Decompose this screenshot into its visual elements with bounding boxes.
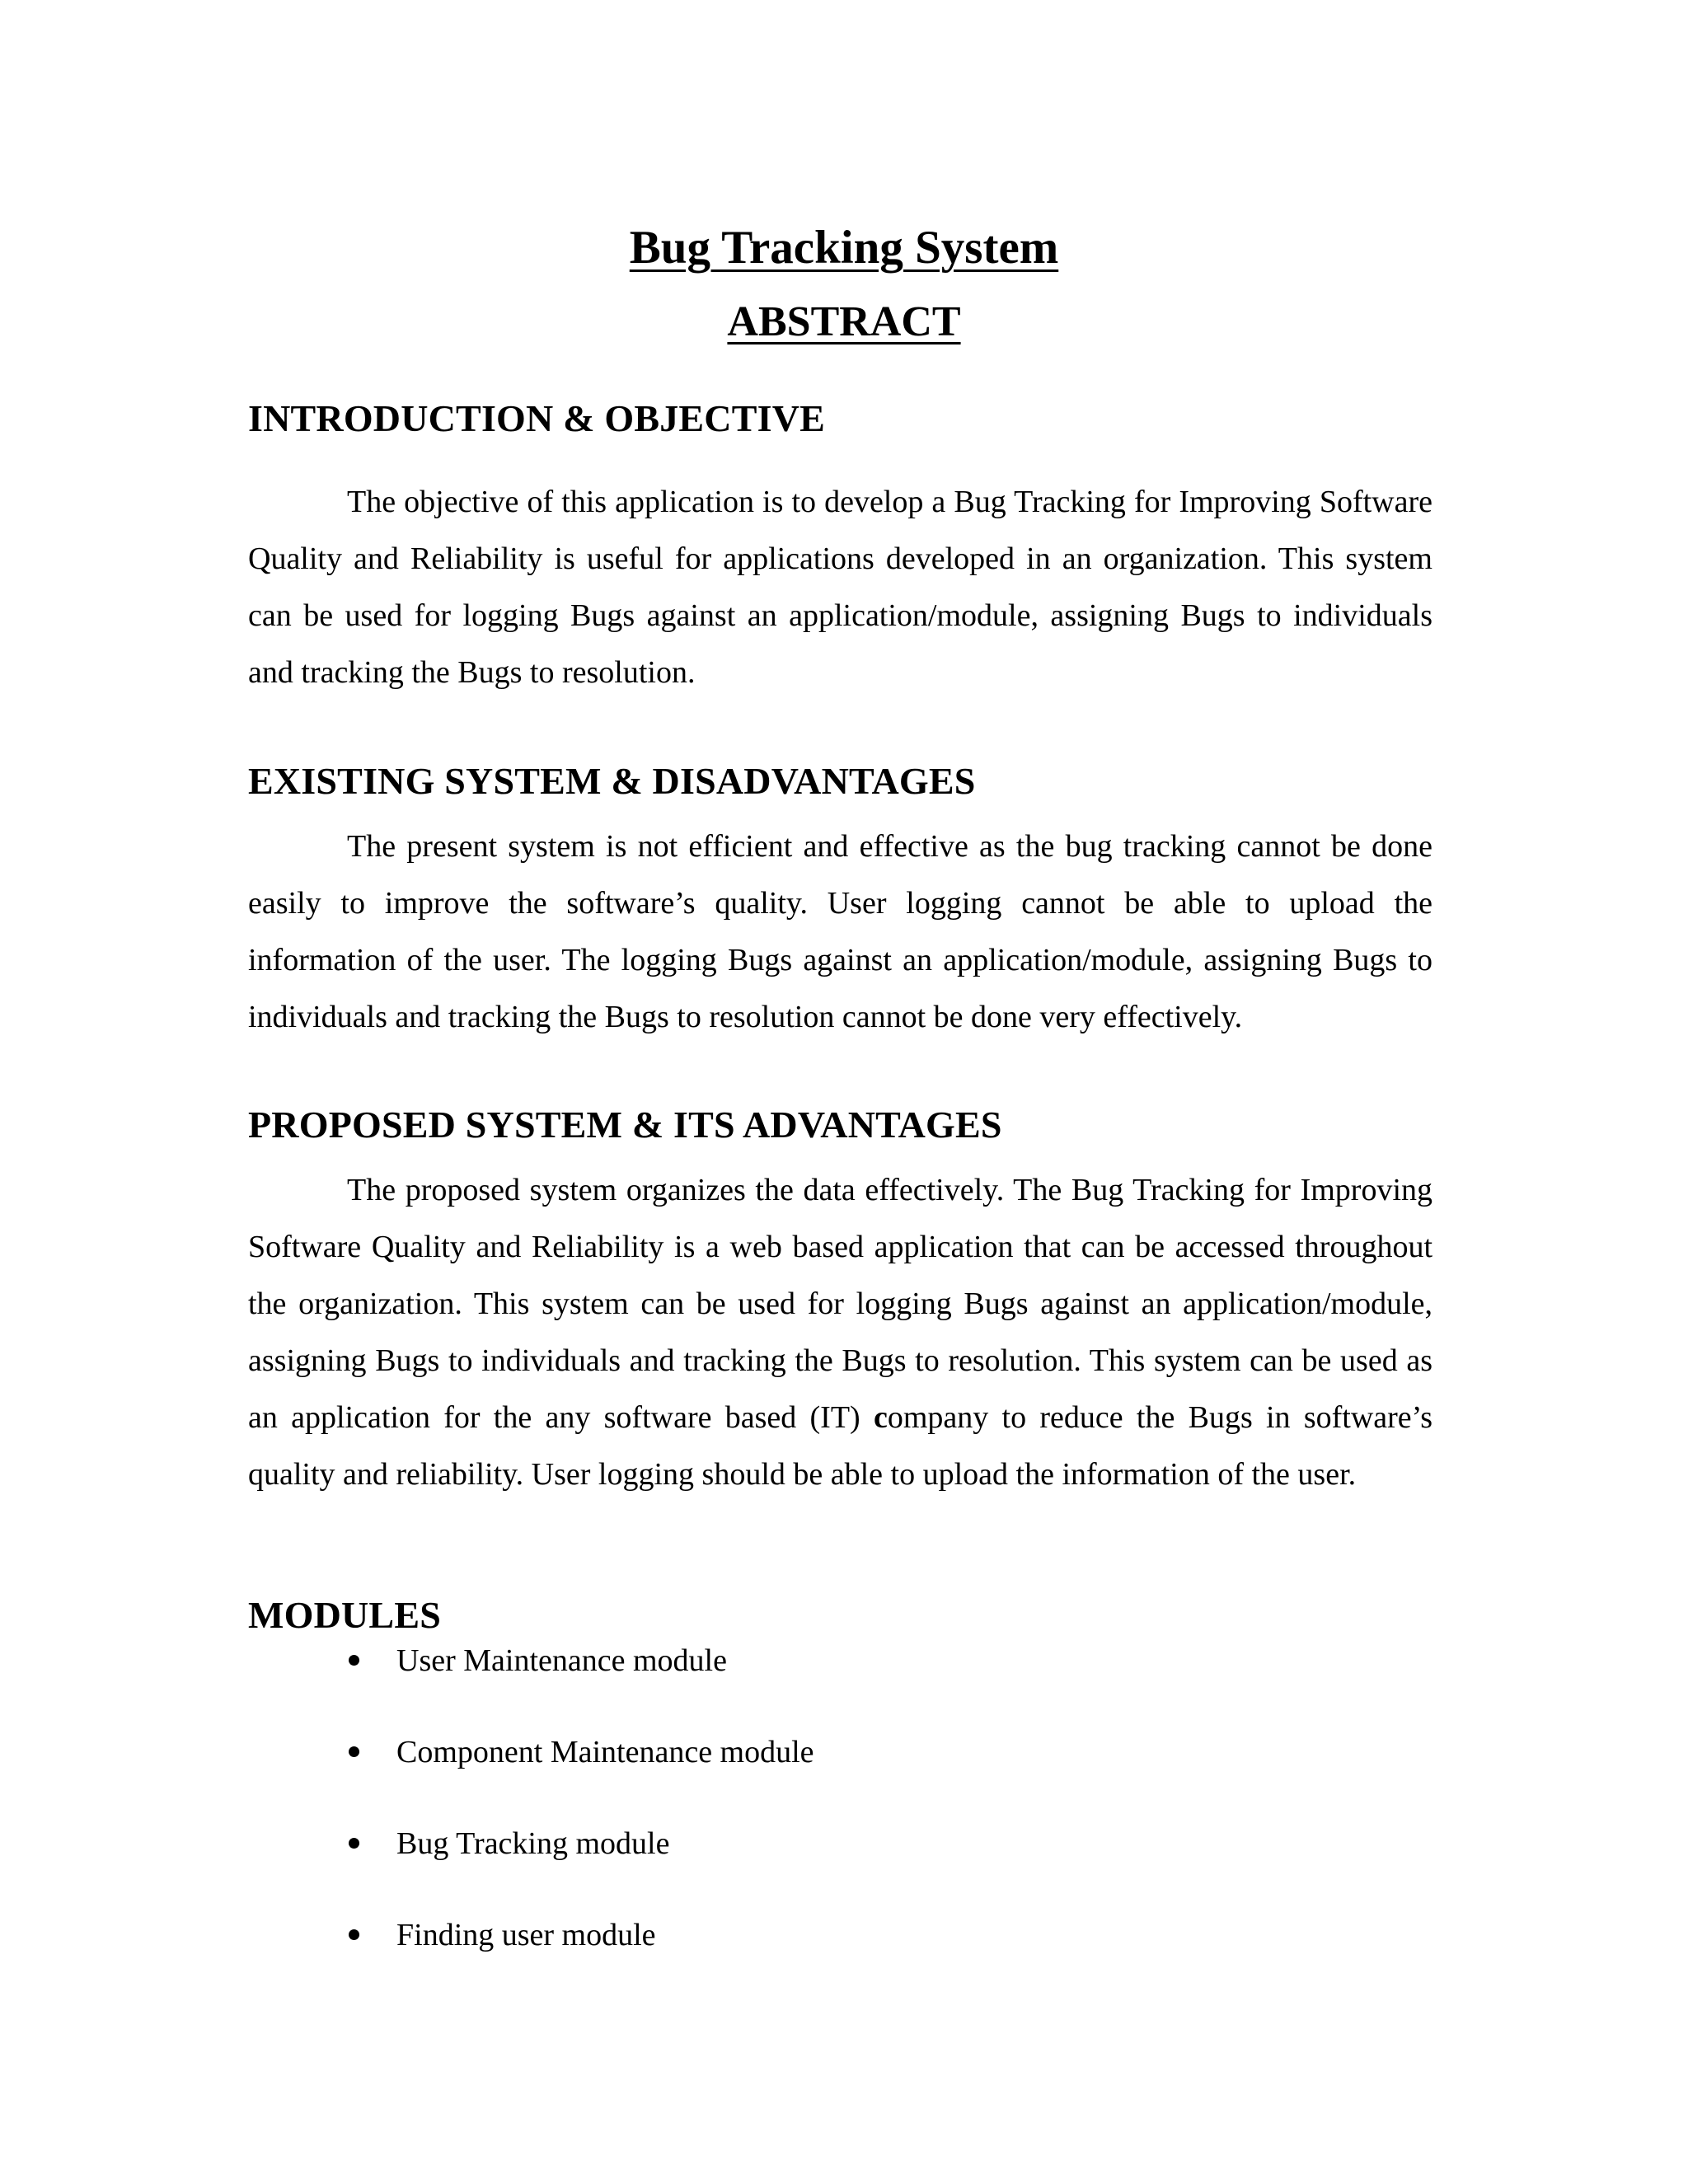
module-label: User Maintenance module [396, 1643, 727, 1678]
module-label: Component Maintenance module [396, 1735, 814, 1769]
module-list-item [346, 1727, 814, 1819]
bullet-icon [349, 1746, 359, 1757]
module-list-item [346, 1910, 814, 2002]
proposed-text-part1: The proposed system organizes the data effectively. The Bug Tracking for Improving Software Quality and Reliability is a web based application that can be accessed throughout the organization. This system can be used for logging Bugs against an application/module, assigning Bugs to individuals and tracking the Bugs to resolution. This system can be used as an application for the any software based (IT) [248, 1173, 1432, 1435]
module-label: Bug Tracking module [396, 1826, 670, 1861]
existing-system-heading: EXISTING SYSTEM & DISADVANTAGES [248, 760, 976, 802]
introduction-heading: INTRODUCTION & OBJECTIVE [248, 397, 826, 439]
modules-heading: MODULES [248, 1594, 441, 1636]
module-list-item [346, 1819, 814, 1910]
existing-system-paragraph: The present system is not efficient and effective as the bug tracking cannot be done easily to improve the software’s quality. User logging cannot be able to upload the information of the user. The logging Bugs against an application/module, assigning Bugs to individuals and tracking the Bugs to resolution cannot be done very effectively. [248, 829, 1432, 1034]
bullet-icon [349, 1655, 359, 1666]
proposed-system-paragraph [248, 1162, 1432, 1503]
document-title: Bug Tracking System [629, 222, 1059, 274]
introduction-paragraph: The objective of this application is to develop a Bug Tracking for Improving Software Quality and Reliability is useful for applications developed in an organization. This system can be used for logging Bugs against an application/module, assigning Bugs to individuals and tracking the Bugs to resolution. [248, 485, 1432, 690]
bullet-icon [349, 1929, 359, 1940]
bullet-icon [349, 1838, 359, 1849]
proposed-text-bold-letter: c [873, 1400, 888, 1435]
modules-list [346, 1636, 814, 2002]
proposed-text-part2: ompany to reduce the Bugs in software’s quality and reliability. User logging should be able to upload the information of the user. [248, 1400, 1432, 1492]
proposed-system-heading: PROPOSED SYSTEM & ITS ADVANTAGES [248, 1104, 1002, 1146]
module-list-item [346, 1636, 814, 1727]
module-label: Finding user module [396, 1918, 656, 1952]
abstract-heading: ABSTRACT [727, 298, 961, 345]
